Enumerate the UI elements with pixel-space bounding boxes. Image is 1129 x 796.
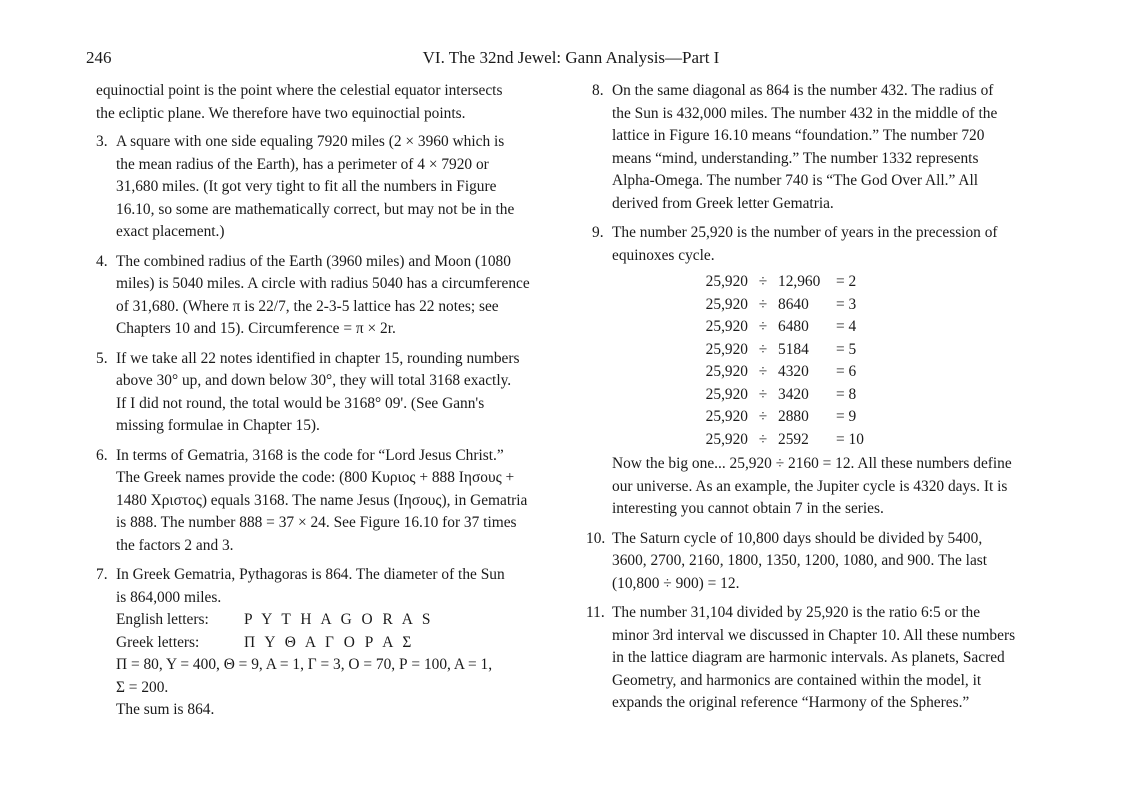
text-line: 31,680 miles. (It got very tight to fit all the numbers in Figure <box>116 178 497 195</box>
list-item-8 <box>592 80 1058 215</box>
sum-line: The sum is 864. <box>116 701 215 718</box>
text-line: In Greek Gematria, Pythagoras is 864. The diameter of the Sun <box>116 566 505 583</box>
text-line: The number 25,920 is the number of years in the precession of <box>612 224 998 241</box>
division-row <box>696 384 876 407</box>
text-line: above 30° up, and down below 30°, they will total 3168 exactly. <box>116 372 512 389</box>
division-dividend: 25,920 <box>705 385 748 403</box>
text-line: If we take all 22 notes identified in chapter 15, rounding numbers <box>116 349 520 367</box>
greek-letters-label: Greek letters: <box>116 633 200 651</box>
division-operator: ÷ <box>758 295 768 313</box>
english-letters-label: English letters: <box>116 611 209 628</box>
division-divisor: 2592 <box>778 430 809 448</box>
division-result: = 9 <box>836 408 857 425</box>
item-number: 9. <box>592 224 604 241</box>
text-line: expands the original reference “Harmony of the Spheres.” <box>612 694 970 711</box>
division-row <box>696 316 876 339</box>
division-row <box>696 294 876 317</box>
text-line: On the same diagonal as 864 is the number 432. The radius of <box>612 82 994 99</box>
text-line: minor 3rd interval we discussed in Chapter 10. All these numbers <box>612 626 1016 644</box>
right-column <box>586 80 1058 722</box>
text-line: The combined radius of the Earth (3960 miles) and Moon (1080 <box>116 252 511 270</box>
division-operator: ÷ <box>758 385 768 403</box>
intro-paragraph <box>96 80 564 125</box>
division-row <box>696 406 876 429</box>
division-dividend: 25,920 <box>705 408 748 425</box>
list-item-3 <box>96 131 564 244</box>
division-operator: ÷ <box>758 273 768 290</box>
page-header <box>86 48 1056 72</box>
division-result: = 6 <box>836 363 857 380</box>
division-divisor: 3420 <box>778 385 809 403</box>
text-line: A square with one side equaling 7920 miles (2 × 3960 which is <box>116 133 505 150</box>
text-line: is 888. The number 888 = 37 × 24. See Figure 16.10 for 37 times <box>116 514 517 531</box>
division-dividend: 25,920 <box>705 273 748 290</box>
division-dividend: 25,920 <box>705 340 748 358</box>
letter-values-line: Σ = 200. <box>116 678 169 696</box>
item-number: 3. <box>96 133 108 150</box>
division-divisor: 8640 <box>778 295 809 313</box>
division-row <box>696 361 876 384</box>
item-number: 5. <box>96 349 108 367</box>
list-item-5 <box>96 348 564 438</box>
left-column <box>96 80 564 729</box>
text-line: missing formulae in Chapter 15). <box>116 417 320 434</box>
text-line: the Sun is 432,000 miles. The number 432 in the middle of the <box>612 104 998 122</box>
division-row <box>696 271 876 294</box>
greek-letters-row <box>116 632 564 655</box>
text-line: Chapters 10 and 15). Circumference = π × 2r. <box>116 320 396 337</box>
division-dividend: 25,920 <box>705 430 748 448</box>
item-number: 7. <box>96 566 108 583</box>
letter-values-line: Π = 80, Υ = 400, Θ = 9, Α = 1, Γ = 3, Ο = 70, Ρ = 100, Α = 1, <box>116 656 493 673</box>
text-line: lattice in Figure 16.10 means “foundation.” The number 720 <box>612 127 985 144</box>
text-line: If I did not round, the total would be 3168° 09'. (See Gann's <box>116 394 485 412</box>
division-row <box>696 429 876 452</box>
text-line: derived from Greek letter Gematria. <box>612 194 834 212</box>
text-line: The Saturn cycle of 10,800 days should be divided by 5400, <box>612 529 983 547</box>
division-result: = 10 <box>836 430 864 448</box>
division-operator: ÷ <box>758 318 768 335</box>
text-line: The number 31,104 divided by 25,920 is the ratio 6:5 or the <box>612 604 981 621</box>
division-table <box>696 271 876 451</box>
text-line: the factors 2 and 3. <box>116 536 234 554</box>
text-line: In terms of Gematria, 3168 is the code for “Lord Jesus Christ.” <box>116 446 504 464</box>
text-line: 1480 Χριστος) equals 3168. The name Jesus (Ιησους), in Gematria <box>116 491 528 509</box>
division-result: = 8 <box>836 385 857 403</box>
list-item-4 <box>96 251 564 341</box>
text-line: in the lattice diagram are harmonic intervals. As planets, Sacred <box>612 649 1005 666</box>
division-operator: ÷ <box>758 430 768 448</box>
list-item-11 <box>586 602 1058 715</box>
text-line: equinoctial point is the point where the celestial equator intersects <box>96 82 503 99</box>
division-operator: ÷ <box>758 363 768 380</box>
division-result: = 3 <box>836 295 857 313</box>
text-line: 16.10, so some are mathematically correct, but may not be in the <box>116 200 515 218</box>
text-line: the mean radius of the Earth), has a perimeter of 4 × 7920 or <box>116 155 489 173</box>
text-line: (10,800 ÷ 900) = 12. <box>612 574 740 592</box>
division-divisor: 5184 <box>778 340 809 358</box>
text-line: our universe. As an example, the Jupiter cycle is 4320 days. It is <box>612 477 1008 495</box>
item-number: 8. <box>592 82 604 99</box>
division-result: = 5 <box>836 340 857 358</box>
english-letters-row <box>116 609 564 632</box>
division-operator: ÷ <box>758 340 768 358</box>
division-divisor: 6480 <box>778 318 809 335</box>
division-divisor: 12,960 <box>778 273 821 290</box>
text-line: 3600, 2700, 2160, 1800, 1350, 1200, 1080, and 900. The last <box>612 552 988 569</box>
text-line: equinoxes cycle. <box>612 246 715 264</box>
division-dividend: 25,920 <box>705 318 748 335</box>
division-divisor: 2880 <box>778 408 809 425</box>
division-result: = 4 <box>836 318 857 335</box>
division-summary-paragraph <box>592 453 1058 521</box>
item-number: 4. <box>96 252 108 270</box>
text-line: is 864,000 miles. <box>116 588 222 606</box>
text-line: interesting you cannot obtain 7 in the series. <box>612 500 884 517</box>
list-item-6 <box>96 445 564 558</box>
item-number: 6. <box>96 446 108 464</box>
text-line: the ecliptic plane. We therefore have two equinoctial points. <box>96 104 466 122</box>
division-dividend: 25,920 <box>705 363 748 380</box>
text-line: The Greek names provide the code: (800 Κυριος + 888 Ιησους + <box>116 469 515 486</box>
list-item-10 <box>586 528 1058 596</box>
list-item-7 <box>96 564 564 722</box>
page-number: 246 <box>86 48 112 67</box>
division-divisor: 4320 <box>778 363 809 380</box>
text-line: means “mind, understanding.” The number 1332 represents <box>612 149 979 167</box>
text-line: Alpha-Omega. The number 740 is “The God Over All.” All <box>612 172 979 189</box>
division-row <box>696 339 876 362</box>
text-line: Geometry, and harmonics are contained within the model, it <box>612 671 982 689</box>
english-letters-value: P Y T H A G O R A S <box>244 611 434 628</box>
division-dividend: 25,920 <box>705 295 748 313</box>
division-result: = 2 <box>836 273 857 290</box>
text-line: Now the big one... 25,920 ÷ 2160 = 12. All these numbers define <box>612 455 1012 472</box>
greek-letters-value: Π Υ Θ Α Γ Ο Ρ Α Σ <box>244 633 415 651</box>
text-line: exact placement.) <box>116 223 225 240</box>
text-line: of 31,680. (Where π is 22/7, the 2-3-5 lattice has 22 notes; see <box>116 297 499 315</box>
division-operator: ÷ <box>758 408 768 425</box>
item-number: 11. <box>586 604 605 621</box>
text-line: miles) is 5040 miles. A circle with radius 5040 has a circumference <box>116 275 530 292</box>
list-item-9 <box>592 222 1058 267</box>
item-number: 10. <box>586 529 606 547</box>
running-head: VI. The 32nd Jewel: Gann Analysis—Part I <box>422 48 720 67</box>
